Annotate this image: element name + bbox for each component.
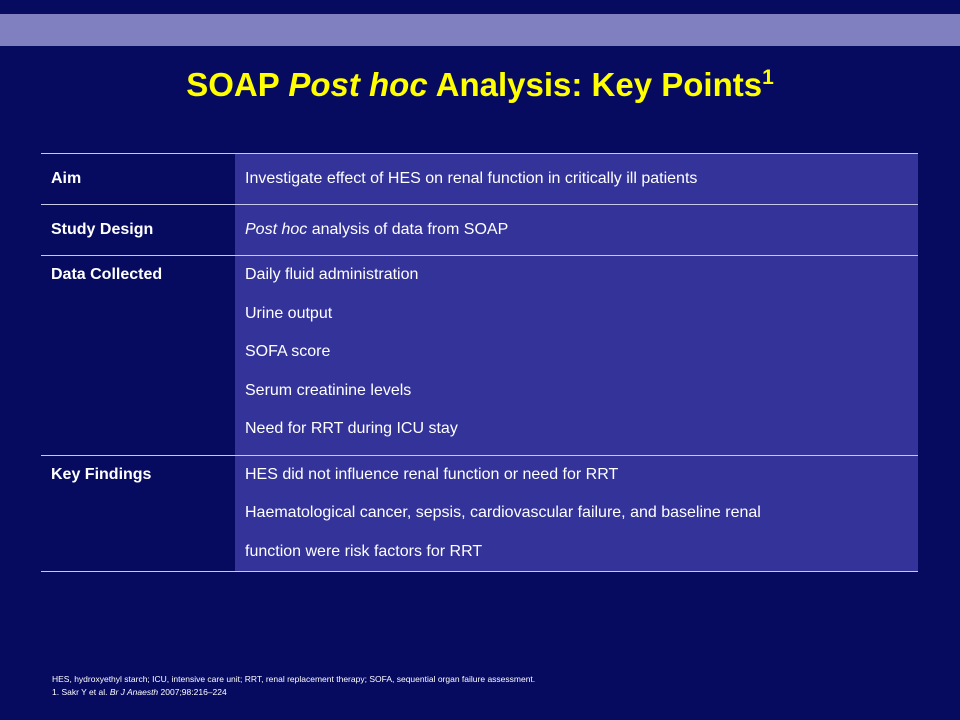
reference-note: 1. Sakr Y et al. Br J Anaesth 2007;98:216–224: [52, 687, 227, 697]
list-item: SOFA score: [245, 343, 331, 360]
title-text-end: Analysis: Key Points: [427, 66, 763, 103]
table-row-study-design: [41, 205, 918, 256]
key-points-table: [41, 153, 918, 572]
table-row-key-findings: [41, 455, 918, 572]
abbreviations-note: HES, hydroxyethyl starch; ICU, intensive care unit; RRT, renal replacement therapy; SOFA, sequential organ failure assessment.: [52, 674, 536, 684]
row-label: Aim: [51, 170, 82, 187]
footnotes: [52, 673, 535, 699]
title-text-italic: Post hoc: [288, 66, 428, 103]
list-item: Need for RRT during ICU stay: [245, 420, 458, 437]
journal-name: Br J Anaesth: [109, 687, 159, 697]
row-value: Investigate effect of HES on renal function in critically ill patients: [235, 154, 918, 205]
title-text-start: SOAP: [186, 66, 289, 103]
slide-title: [0, 66, 960, 104]
row-value: [235, 256, 918, 456]
list-item: Serum creatinine levels: [245, 381, 412, 399]
row-label: Data Collected: [51, 266, 163, 283]
row-label: Study Design: [51, 221, 154, 238]
row-value: Post hoc analysis of data from SOAP: [235, 205, 918, 256]
list-item: Urine output: [245, 304, 333, 322]
title-superscript: 1: [762, 66, 774, 89]
row-value: [235, 455, 918, 572]
list-item: HES did not influence renal function or need for RRT: [245, 465, 619, 483]
top-band: [0, 14, 960, 46]
list-item: Daily fluid administration: [245, 266, 419, 283]
table-row-aim: [41, 154, 918, 205]
table-row-data-collected: [41, 256, 918, 456]
italic-prefix: Post hoc: [245, 221, 308, 238]
list-item: function were risk factors for RRT: [245, 542, 483, 560]
list-item: Haematological cancer, sepsis, cardiovascular failure, and baseline renal: [245, 504, 761, 521]
row-label: Key Findings: [51, 465, 152, 483]
